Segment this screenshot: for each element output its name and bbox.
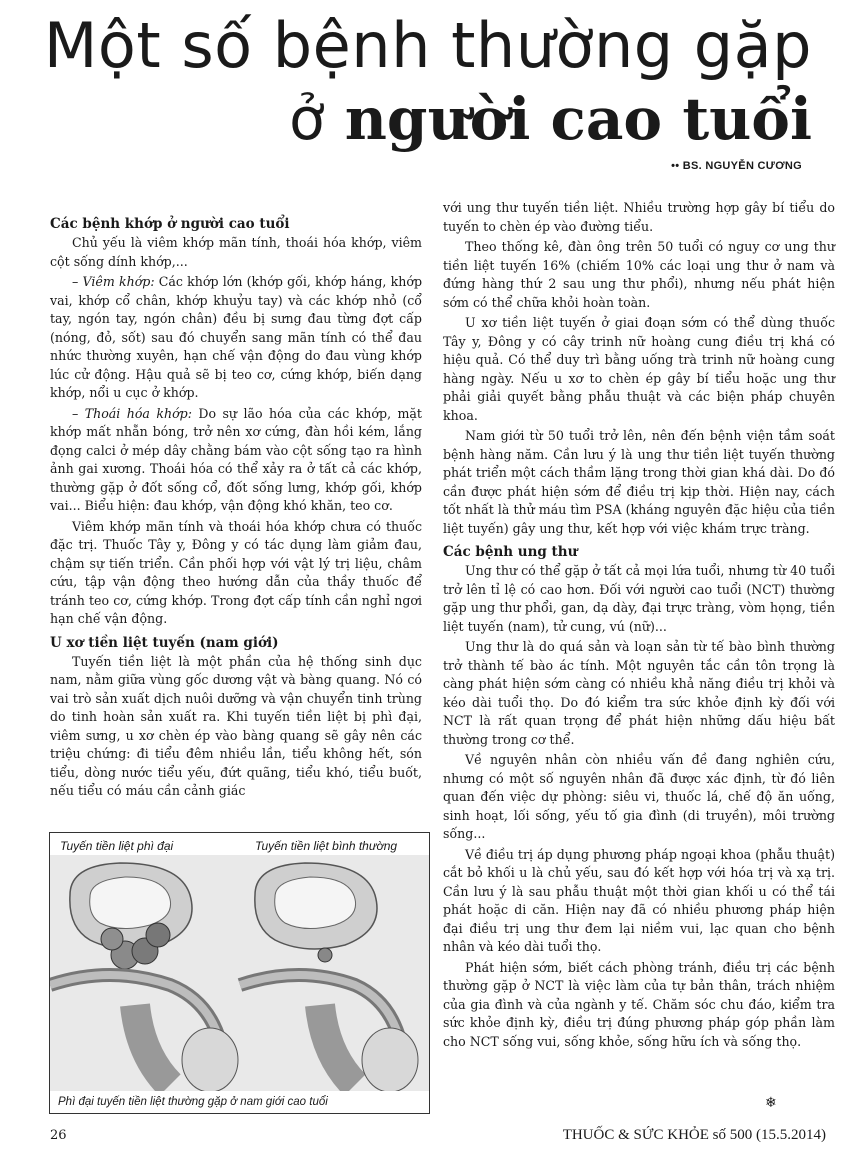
publication-footer: THUỐC & SỨC KHỎE số 500 (15.5.2014)	[562, 1127, 826, 1143]
figure-label-enlarged: Tuyến tiền liệt phì đại	[60, 839, 174, 853]
paragraph: Nam giới từ 50 tuổi trở lên, nên đến bệnh viện tầm soát bệnh hàng năm. Cần lưu ý là ung thư tiền liệt tuyến thường phát triển một cách thầm lặng trong thời gian khá dài. Do đó cần được phát hiện sớm để điều trị kịp thời. Hiện nay, cách tốt nhất là thử máu tìm PSA (kháng nguyên đặc hiệu của tiền liệt tuyến) gây ung thư, kết hợp với việc khám trực tràng.	[443, 428, 835, 536]
subtopic-lead: – Viêm khớp:	[72, 274, 155, 289]
page-number: 26	[50, 1128, 67, 1143]
section-heading-joints: Các bệnh khớp ở người cao tuổi	[50, 216, 290, 232]
paragraph	[50, 405, 422, 516]
subtopic-lead: – Thoái hóa khớp:	[72, 405, 192, 421]
prostate-illustration-figure	[49, 832, 430, 1114]
paragraph: Về điều trị áp dụng phương pháp ngoại khoa (phẫu thuật) cắt bỏ khối u là chủ yếu, sau đó kết hợp với hóa trị và xạ trị. Cần lưu ý là sau phẫu thuật một thời gian khối u có thể tái phát hoặc di căn. Hiện nay đã có nhiều phương pháp hiện đại điều trị ung thư đem lại niềm vui, lạc quan cho bệnh nhân và kéo dài tuổi thọ.	[443, 846, 835, 954]
section-heading-cancer: Các bệnh ung thư	[443, 544, 578, 560]
paragraph: với ung thư tuyến tiền liệt. Nhiều trường hợp gây bí tiểu do tuyến to chèn ép vào đường tiểu.	[443, 200, 835, 234]
paragraph-text: Các khớp lớn (khớp gối, khớp háng, khớp vai, khớp cổ chân, khớp khuỷu tay) và các khớp nhỏ (cổ tay, ngón tay, ngón chân) đều bị sưng đau từng đợt cấp (nóng, đỏ, sốt) sau đó chuyển sang mãn tính có thể đau nhức thường xuyên, hạn chế vận động do đau vùng khớp lúc cử động. Hậu quả sẽ bị teo cơ, cứng khớp, biến dạng khớp, nổi u cục ở khớp.	[50, 274, 423, 400]
anatomy-illustration	[50, 855, 429, 1091]
author-byline: •• BS. NGUYỄN CƯƠNG	[671, 160, 802, 172]
figure-caption: Phì đại tuyến tiền liệt thường gặp ở nam giới cao tuổi	[58, 1096, 328, 1108]
paragraph: Phát hiện sớm, biết cách phòng tránh, điều trị các bệnh thường gặp ở NCT là việc làm của tự bản thân, trách nhiệm của gia đình và của ngành y tế. Chăm sóc chu đáo, kiểm tra sức khỏe định kỳ, điều trị đúng phương pháp góp phần làm cho NCT sống vui, sống khỏe, sống hữu ích và sống thọ.	[443, 959, 835, 1049]
left-column	[50, 214, 422, 803]
snowflake-end-icon: ❄	[765, 1096, 777, 1111]
paragraph: Tuyến tiền liệt là một phần của hệ thống sinh dục nam, nằm giữa vùng gốc dương vật và bàng quang. Nó có vai trò sản xuất dịch nuôi dưỡng và vận chuyển tinh trùng do tinh hoàn sản xuất ra. Khi tuyến tiền liệt bị phì đại, viêm sưng, u xơ chèn ép vào bàng quang sẽ gây nên các triệu chứng: đi tiểu đêm nhiều lần, tiểu không hết, són tiểu, dòng nước tiểu yếu, đứt quãng, tiểu khó, tiểu buốt, nếu tiểu có máu cần cảnh giác	[50, 653, 422, 798]
section-heading-prostate: U xơ tiền liệt tuyến (nam giới)	[50, 634, 279, 651]
title-prefix: ở	[289, 85, 325, 153]
figure-label-normal: Tuyến tiền liệt bình thường	[255, 839, 398, 853]
article-title-line2	[289, 84, 812, 154]
paragraph: Ung thư là do quá sản và loạn sản từ tế bào bình thường trở thành tế bào ác tính. Một nguyên tắc cần tôn trọng là càng phát hiện sớm càng có nhiều khả năng điều trị khỏi và kéo dài tuổi thọ. Do đó kiểm tra sức khỏe định kỳ đối với NCT là rất quan trọng để phát hiện những dấu hiệu bất thường trong cơ thể.	[443, 639, 835, 747]
paragraph: Ung thư có thể gặp ở tất cả mọi lứa tuổi, nhưng từ 40 tuổi trở lên tỉ lệ có cao hơn. Đối với người cao tuổi (NCT) thường gặp ung thư phổi, gan, dạ dày, đại trực tràng, vòm họng, tiền liệt tuyến (nam), tử cung, vú (nữ)...	[443, 563, 835, 634]
paragraph-text: Do sự lão hóa của các khớp, mặt khớp mất nhẵn bóng, trở nên xơ cứng, đàn hồi kém, lắng đọng calci ở mép dây chằng bám vào cột sống tạo ra hình ảnh gai xương. Thoái hóa có thể xảy ra ở tất cả các khớp, thường gặp ở đốt sống cổ, đốt sống lưng, khớp gối, khớp vai... Biểu hiện: đau khớp, vận động khó khăn, teo cơ.	[50, 405, 422, 513]
paragraph: Theo thống kê, đàn ông trên 50 tuổi có nguy cơ ung thư tiền liệt tuyến 16% (chiếm 10% các loại ung thư ở nam và đứng hàng thứ 2 sau ung thư phổi), nhưng nếu phát hiện sớm có thể chữa khỏi hoàn toàn.	[443, 239, 835, 310]
paragraph: Chủ yếu là viêm khớp mãn tính, thoái hóa khớp, viêm cột sống dính khớp,...	[50, 235, 422, 269]
title-emphasis: người cao tuổi	[344, 85, 812, 153]
article-title-line1: Một số bệnh thường gặp	[43, 9, 812, 82]
paragraph: U xơ tiền liệt tuyến ở giai đoạn sớm có thể dùng thuốc Tây y, Đông y có cây trinh nữ hoàng cung điều trị khá có hiệu quả. Có thể duy trì bằng uống trà trinh nữ hoàng cung hàng ngày. Nếu u xơ to chèn ép gây bí tiểu hoặc ung thư phải giải quyết bằng phẫu thuật và các biện pháp chuyên khoa.	[443, 315, 835, 423]
paragraph	[50, 273, 422, 403]
paragraph: Viêm khớp mãn tính và thoái hóa khớp chưa có thuốc đặc trị. Thuốc Tây y, Đông y có tác dụng làm giảm đau, chậm sự tiến triển. Cần phối hợp với vật lý trị liệu, châm cứu, tập vận động theo hướng dẫn của thầy thuốc để tránh teo cơ, cứng khớp. Trong đợt cấp tính cần nghỉ ngơi hạn chế vận động.	[50, 518, 422, 626]
right-column	[443, 199, 835, 1053]
paragraph: Về nguyên nhân còn nhiều vấn đề đang nghiên cứu, nhưng có một số nguyên nhân đã được xác định, từ đó liên quan đến việc dự phòng: siêu vi, thuốc lá, chế độ ăn uống, sinh hoạt, lối sống, yếu tố gia đình (di truyền), môi trường sống...	[443, 752, 835, 841]
